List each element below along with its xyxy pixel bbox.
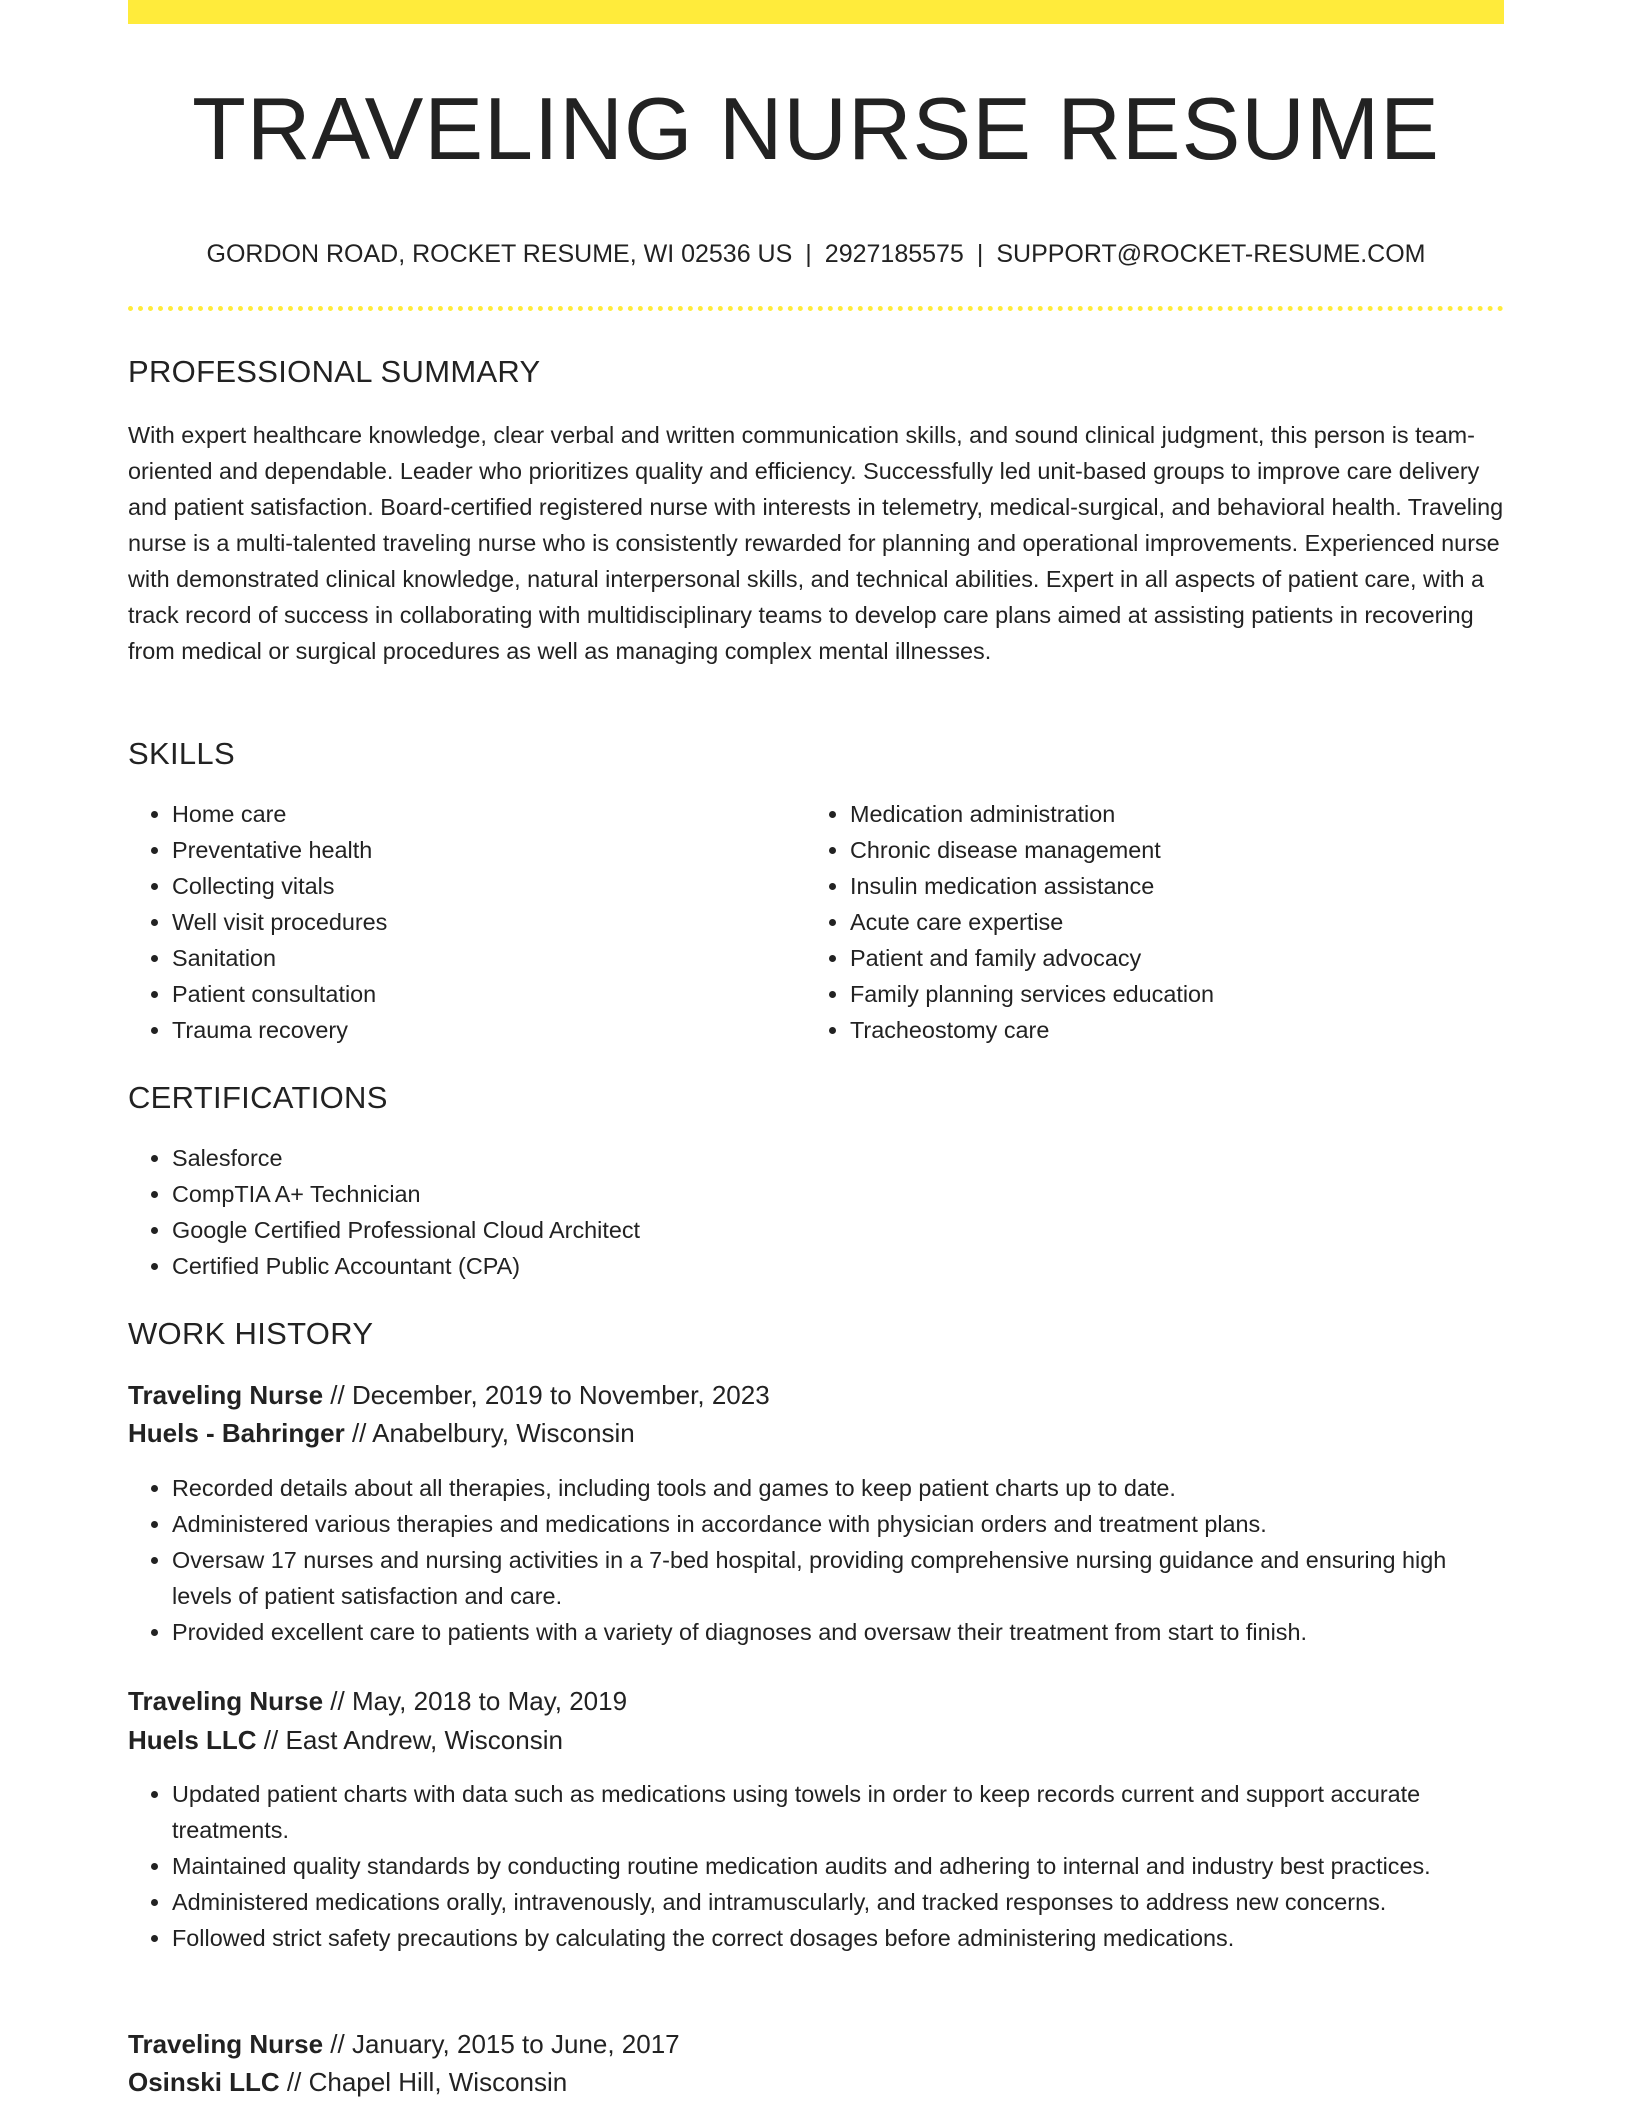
job-dates: // December, 2019 to November, 2023	[323, 1380, 770, 1410]
certifications-list	[128, 1140, 1502, 1284]
job-bullet: • Oversaw 17 nurses and nursing activities in a 7-bed hospital, providing comprehensive nursing guidance and ensuring high levels of patient satisfaction and care.	[172, 1542, 1502, 1614]
skills-list-right	[806, 796, 1500, 1048]
skill-item: • Well visit procedures	[172, 904, 802, 940]
resume-page	[128, 0, 1504, 2112]
job-bullet: • Provided excellent care to patients with a variety of diagnoses and oversaw their treatment from start to finish.	[172, 1614, 1502, 1650]
job-company-line	[128, 1414, 1504, 1452]
job-company: Huels - Bahringer	[128, 1418, 345, 1448]
certifications-heading: CERTIFICATIONS	[128, 1080, 388, 1115]
job-bullet: • Administered medications orally, intravenously, and intramuscularly, and tracked responses to address new concerns.	[172, 1884, 1502, 1920]
job-dates: // May, 2018 to May, 2019	[323, 1686, 628, 1716]
resume-title: TRAVELING NURSE RESUME	[192, 79, 1440, 178]
contact-separator: |	[976, 240, 984, 268]
skill-item: • Trauma recovery	[172, 1012, 802, 1048]
job-title: Traveling Nurse	[128, 1380, 324, 1410]
skills-heading: SKILLS	[128, 736, 235, 771]
top-accent-bar	[128, 0, 1504, 24]
certification-item: • Google Certified Professional Cloud Architect	[172, 1212, 1502, 1248]
job-location: // Anabelbury, Wisconsin	[344, 1418, 635, 1448]
skills-list-left	[128, 796, 802, 1048]
summary-heading: PROFESSIONAL SUMMARY	[128, 354, 541, 389]
skill-item: • Patient and family advocacy	[850, 940, 1500, 976]
job-bullet: • Updated patient charts with data such as medications using towels in order to keep records current and support accurate treatments.	[172, 1776, 1502, 1848]
certification-item: • CompTIA A+ Technician	[172, 1176, 1502, 1212]
skill-item: • Tracheostomy care	[850, 1012, 1500, 1048]
job-bullet: • Followed strict safety precautions by calculating the correct dosages before administering medications.	[172, 1920, 1502, 1956]
skill-item: • Family planning services education	[850, 976, 1500, 1012]
skill-item: • Home care	[172, 796, 802, 832]
certification-item: • Certified Public Accountant (CPA)	[172, 1248, 1502, 1284]
job-company-line	[128, 1721, 1504, 1759]
skill-item: • Preventative health	[172, 832, 802, 868]
job-title-line	[128, 2025, 1504, 2063]
skill-item: • Sanitation	[172, 940, 802, 976]
skill-item: • Medication administration	[850, 796, 1500, 832]
skill-item: • Chronic disease management	[850, 832, 1500, 868]
job-bullet: • Administered various therapies and medications in accordance with physician orders and treatment plans.	[172, 1506, 1502, 1542]
job-location: // East Andrew, Wisconsin	[256, 1725, 563, 1755]
job-company: Huels LLC	[128, 1725, 257, 1755]
skill-item: • Collecting vitals	[172, 868, 802, 904]
job-dates: // January, 2015 to June, 2017	[323, 2029, 680, 2059]
job-bullet: • Recorded details about all therapies, including tools and games to keep patient charts up to date.	[172, 1470, 1502, 1506]
job-company: Osinski LLC	[128, 2067, 280, 2097]
job-title-line	[128, 1682, 1504, 1720]
summary-text: With expert healthcare knowledge, clear verbal and written communication skills, and sound clinical judgment, this person is team-oriented and dependable. Leader who prioritizes quality and efficiency. Successfully led unit-based groups to improve care delivery and patient satisfaction. Board-certified registered nurse with interests in telemetry, medical-surgical, and behavioral health. Traveling nurse is a multi-talented traveling nurse who is consistently rewarded for planning and operational improvements. Experienced nurse with demonstrated clinical knowledge, natural interpersonal skills, and technical abilities. Expert in all aspects of patient care, with a track record of success in collaborating with multidisciplinary teams to develop care plans aimed at assisting patients in recovering from medical or surgical procedures as well as managing complex mental illnesses.	[128, 422, 1504, 664]
contact-address: GORDON ROAD, ROCKET RESUME, WI 02536 US	[206, 240, 793, 268]
job-location: // Chapel Hill, Wisconsin	[279, 2067, 568, 2097]
job-title-line	[128, 1376, 1504, 1414]
job-bullets	[128, 1470, 1502, 1650]
contact-phone: 2927185575	[824, 240, 964, 268]
job-title: Traveling Nurse	[128, 1686, 324, 1716]
certification-item: • Salesforce	[172, 1140, 1502, 1176]
contact-separator: |	[805, 240, 812, 268]
job-title: Traveling Nurse	[128, 2029, 324, 2059]
contact-email: SUPPORT@ROCKET-RESUME.COM	[996, 240, 1426, 268]
dotted-divider	[128, 306, 1504, 311]
job-bullet: • Maintained quality standards by conducting routine medication audits and adhering to internal and industry best practices.	[172, 1848, 1502, 1884]
job-company-line	[128, 2063, 1504, 2101]
job-bullets	[128, 1776, 1502, 1956]
skill-item: • Acute care expertise	[850, 904, 1500, 940]
skill-item: • Patient consultation	[172, 976, 802, 1012]
work-history-heading: WORK HISTORY	[128, 1316, 374, 1351]
contact-line	[128, 236, 1504, 272]
skill-item: • Insulin medication assistance	[850, 868, 1500, 904]
